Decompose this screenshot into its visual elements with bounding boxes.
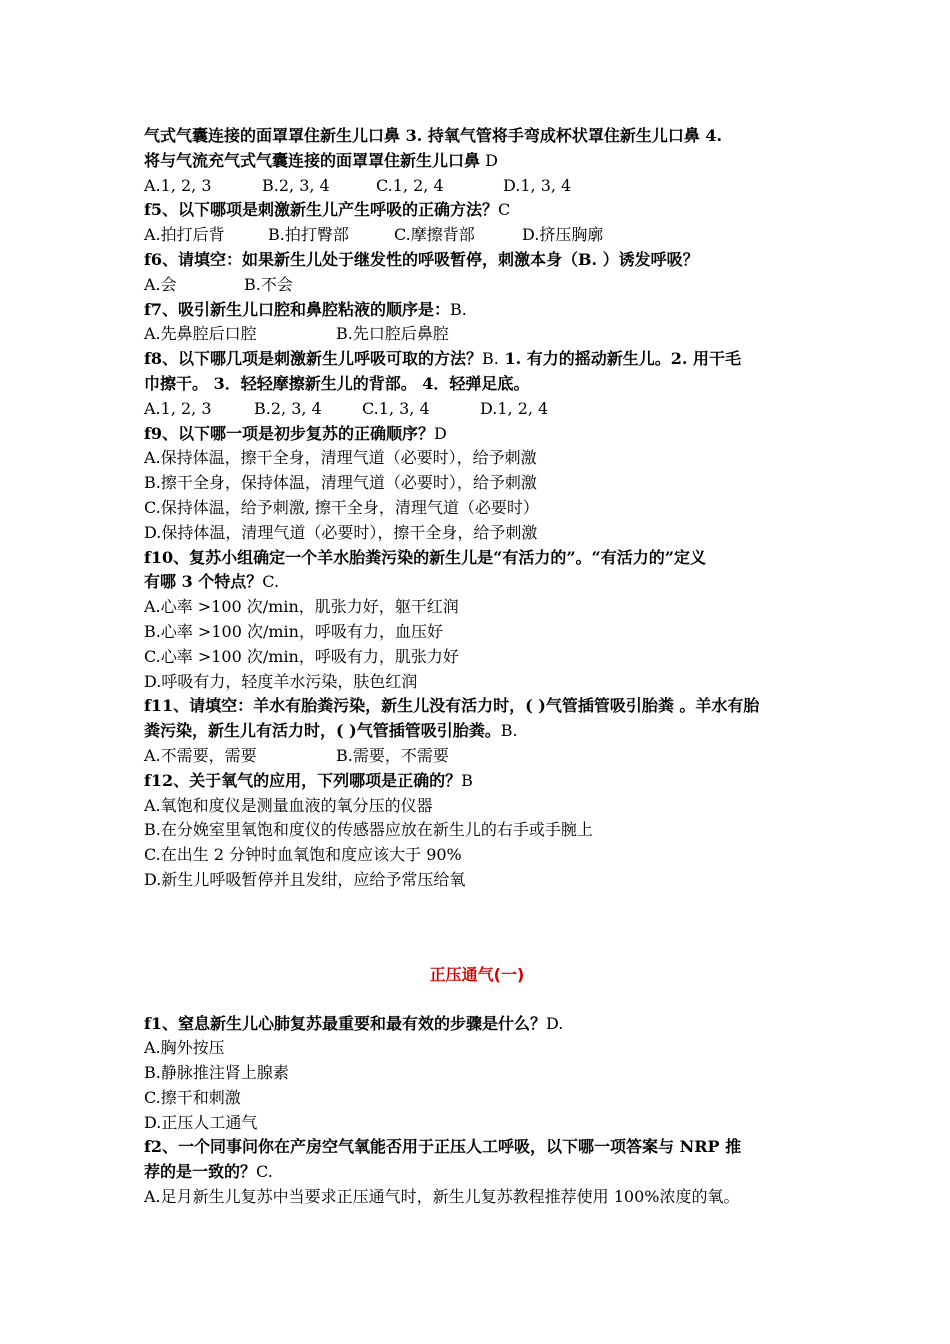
option: D.新生儿呼吸暂停并且发绀，应给予常压给氧 (144, 869, 466, 889)
question-f11: f11、请填空：羊水有胎粪污染，新生儿没有活力时，( )气管插管吸引胎粪 。羊水有胎 (144, 696, 760, 716)
option: A.先鼻腔后口腔 (144, 324, 257, 344)
option: A.保持体温，擦干全身，清理气道（必要时），给予刺激 (144, 448, 537, 468)
f11-line2: 粪污染，新生儿有活力时，( )气管插管吸引胎粪。B. (144, 721, 518, 741)
option: C.1, 3, 4 (362, 398, 430, 418)
option: A.1, 2, 3 (144, 175, 212, 195)
question-f12: f12、关于氧气的应用，下列哪项是正确的？B (144, 770, 473, 790)
section-title: 正压通气(一) (429, 964, 525, 984)
option: C.保持体温，给予刺激, 擦干全身，清理气道（必要时） (144, 497, 539, 517)
option: C.在出生 2 分钟时血氧饱和度应该大于 90% (144, 845, 462, 865)
answer: B. (500, 721, 518, 741)
option: A.足月新生儿复苏中当要求正压通气时，新生儿复苏教程推荐使用 100%浓度的氧。 (144, 1187, 740, 1207)
f10-line2: 有哪 3 个特点？C. (144, 572, 280, 592)
option: D.1, 2, 4 (480, 398, 549, 418)
option: B.2, 3, 4 (262, 175, 330, 195)
option: D.挤压胸廓 (522, 225, 604, 245)
option: D.保持体温，清理气道（必要时），擦干全身，给予刺激 (144, 522, 538, 542)
option: B.需要，不需要 (336, 745, 449, 765)
question-f7: f7、吸引新生儿口腔和鼻腔粘液的顺序是：B. (144, 299, 467, 319)
option: B.拍打臀部 (268, 225, 349, 245)
option: D.正压人工通气 (144, 1112, 258, 1132)
option: A.不需要，需要 (144, 745, 257, 765)
f8-options (144, 397, 810, 422)
question-f10: f10、复苏小组确定一个羊水胎粪污染的新生儿是“有活力的”。“有活力的”定义 (144, 547, 706, 567)
answer: C. (256, 1162, 273, 1182)
option: B.静脉推注肾上腺素 (144, 1063, 289, 1083)
option: C.心率 >100 次/min，呼吸有力，肌张力好 (144, 646, 459, 666)
option: C.摩擦背部 (394, 225, 475, 245)
option: A.拍打后背 (144, 225, 225, 245)
question-f8: f8、以下哪几项是刺激新生儿呼吸可取的方法？B. 1. 有力的摇动新生儿。2. 用干毛 (144, 349, 741, 369)
question-f6: f6、请填空：如果新生儿处于继发性的呼吸暂停，刺激本身（B. ）诱发呼吸？ (144, 249, 699, 269)
answer: D. (546, 1013, 564, 1033)
question-s2-f1: f1、窒息新生儿心肺复苏最重要和最有效的步骤是什么？D. (144, 1013, 564, 1033)
f5-options (144, 223, 810, 248)
answer: C (498, 200, 511, 220)
answer: C. (262, 572, 280, 592)
question-s2-f2: f2、一个同事问你在产房空气氧能否用于正压人工呼吸，以下哪一项答案与 NRP 推 (144, 1137, 742, 1157)
option: B.2, 3, 4 (254, 398, 322, 418)
option: C.擦干和刺激 (144, 1087, 241, 1107)
q4-line1: 气式气囊连接的面罩罩住新生儿口鼻 3. 持氧气管将手弯成杯状罩住新生儿口鼻 4. (144, 126, 723, 145)
question-f5: f5、以下哪项是刺激新生儿产生呼吸的正确方法？C (144, 200, 511, 220)
option: B.不会 (244, 274, 293, 294)
answer: B. (482, 349, 499, 369)
option: A.心率 >100 次/min，肌张力好，躯干红润 (144, 597, 459, 617)
s2-f2-line2: 荐的是一致的？C. (144, 1162, 273, 1182)
answer: D (434, 423, 447, 443)
option: C.1, 2, 4 (376, 175, 444, 195)
document-page (144, 124, 810, 1210)
f11-options (144, 744, 810, 769)
option: B.心率 >100 次/min，呼吸有力，血压好 (144, 621, 443, 641)
answer: B (461, 770, 473, 790)
option: A.会 (144, 274, 177, 294)
f8-line2: 巾擦干。 3．轻轻摩擦新生儿的背部。 4．轻弹足底。 (144, 373, 530, 393)
option: A.氧饱和度仪是测量血液的氧分压的仪器 (144, 795, 433, 815)
f7-options (144, 322, 810, 347)
option: B.擦干全身，保持体温，清理气道（必要时），给予刺激 (144, 473, 537, 493)
option: D.1, 3, 4 (503, 175, 572, 195)
option: D.呼吸有力，轻度羊水污染，肤色红润 (144, 671, 418, 691)
option: B.在分娩室里氧饱和度仪的传感器应放在新生儿的右手或手腕上 (144, 820, 593, 840)
q4-options (144, 174, 810, 199)
question-f9: f9、以下哪一项是初步复苏的正确顺序？D (144, 423, 447, 443)
option: A.胸外按压 (144, 1038, 225, 1058)
f6-options (144, 273, 810, 298)
answer: B. (450, 299, 467, 319)
option: A.1, 2, 3 (144, 398, 212, 418)
q4-line2: 将与气流充气式气囊连接的面罩罩住新生儿口鼻 D (144, 150, 498, 170)
option: B.先口腔后鼻腔 (336, 324, 449, 344)
